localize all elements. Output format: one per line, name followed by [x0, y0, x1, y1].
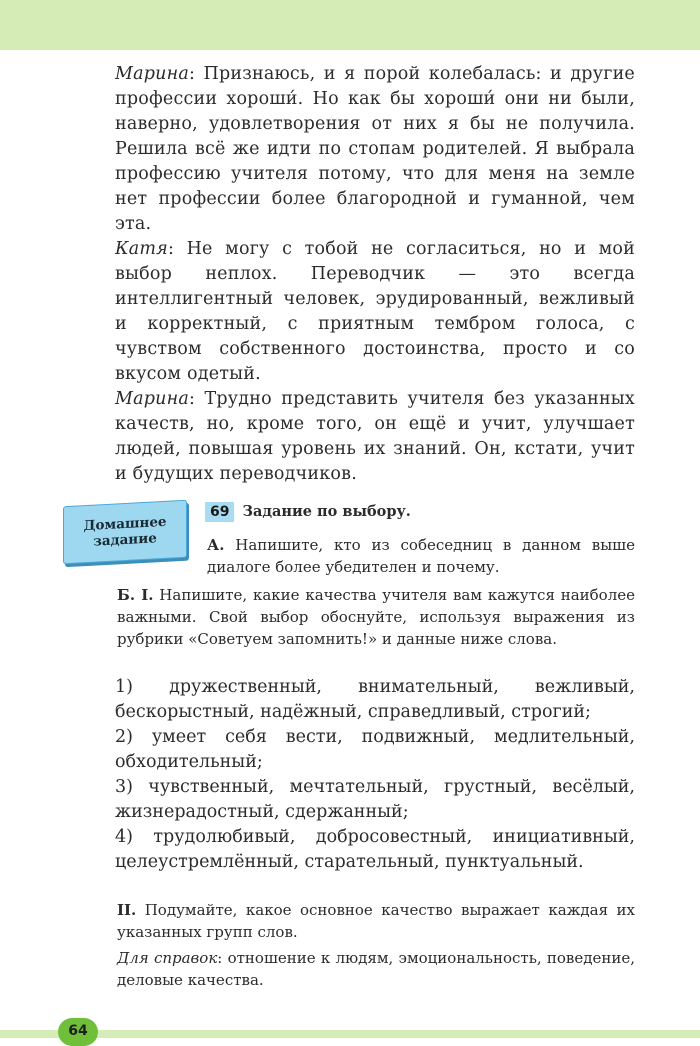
speaker-marina: Марина — [115, 64, 189, 84]
reference-text: : отношение к людям, эмоциональность, поведение, деловые качества. — [117, 949, 635, 989]
dialogue-line-1 — [115, 62, 635, 237]
homework-badge-line2: задание — [93, 530, 157, 550]
task-b2-text: Подумайте, какое основное качество выражает каждая их указанных групп слов. — [117, 901, 635, 941]
top-band — [0, 0, 700, 50]
dialogue-line-2 — [115, 237, 635, 387]
dialogue-line-text: : Признаюсь, и я порой колебалась: и другие профессии хороши́. Но как бы хороши́ они ни были, наверно, удовлетворения от них я бы не получила. Решила всё же идти по стопам родителей. Я выбрала профессию учителя потому, что для меня на земле нет профессии более благородной и гуманной, чем эта. — [115, 64, 635, 234]
word-list-item: 1) дружественный, внимательный, вежливый, бескорыстный, надёжный, справедливый, строгий; — [115, 677, 635, 722]
dialogue-line-3 — [115, 387, 635, 487]
task-a-text: Напишите, кто из собеседниц в данном выше диалоге более убедителен и почему. — [207, 536, 635, 576]
word-list-item: 4) трудолюбивый, добросовестный, инициативный, целеустремлённый, старательный, пунктуальный. — [115, 827, 635, 872]
bottom-band — [0, 1030, 700, 1038]
task-header — [205, 501, 635, 525]
task-a-label: А. — [207, 536, 225, 554]
homework-badge-line1: Домашнее — [83, 513, 167, 535]
task-title: Задание по выбору. — [242, 503, 411, 520]
word-list-item: 2) умеет себя вести, подвижный, медлительный, обходительный; — [115, 727, 635, 772]
task-b1-label: Б. І. — [117, 586, 154, 604]
task-b1-text: Напишите, какие качества учителя вам кажутся наиболее важными. Свой выбор обоснуйте, используя выражения из рубрики «Советуем запомнить!» и данные ниже слова. — [117, 586, 635, 648]
task-part-b1 — [117, 584, 635, 650]
speaker-katya: Катя — [115, 239, 168, 259]
word-list — [115, 675, 635, 875]
reference-note — [117, 947, 635, 991]
dialogue-line-text: : Трудно представить учителя без указанных качеств, но, кроме того, он ещё и учит, улучшает людей, повышая уровень их знаний. Он, кстати, учит и будущих переводчиков. — [115, 389, 635, 484]
task-b2-label: ІІ. — [117, 901, 137, 919]
dialogue-line-text: : Не могу с тобой не согласиться, но и мой выбор неплох. Переводчик — это всегда интеллигентный человек, эрудированный, вежливый и корректный, с приятным тембром голоса, с чувством собственного достоинства, просто и со вкусом одетый. — [115, 239, 635, 384]
homework-badge — [63, 500, 187, 564]
task-part-b2 — [117, 899, 635, 943]
reference-label: Для справок — [117, 949, 218, 967]
task-number: 69 — [205, 502, 234, 522]
speaker-marina: Марина — [115, 389, 189, 409]
word-list-item: 3) чувственный, мечтательный, грустный, весёлый, жизнерадостный, сдержанный; — [115, 777, 635, 822]
dialogue-text — [115, 62, 635, 487]
page-number: 64 — [58, 1018, 98, 1046]
task-part-a — [207, 534, 635, 578]
